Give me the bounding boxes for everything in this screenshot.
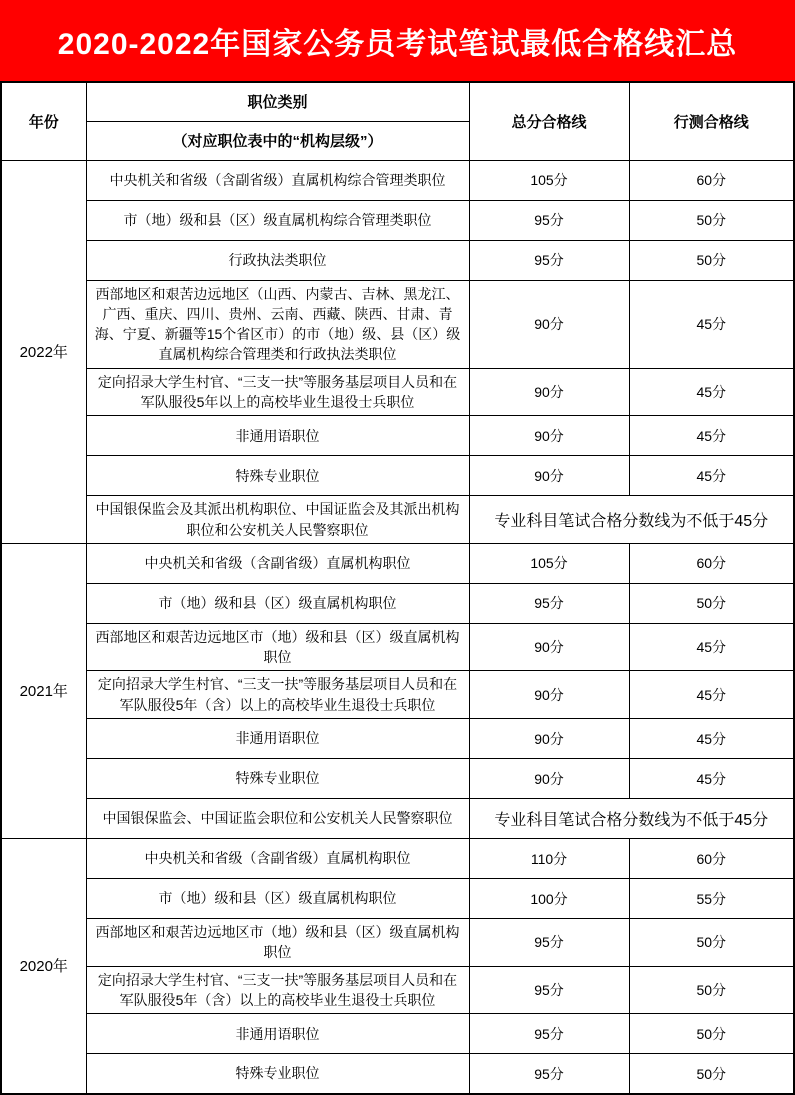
xingce-score-cell: 50分: [629, 583, 794, 623]
total-score-cell: 110分: [469, 839, 629, 879]
total-score-cell: 95分: [469, 1014, 629, 1054]
page-title: 2020-2022年国家公务员考试笔试最低合格线汇总: [57, 27, 738, 61]
total-score-cell: 95分: [469, 583, 629, 623]
total-score-cell: 105分: [469, 160, 629, 200]
position-cell: 市（地）级和县（区）级直属机构职位: [86, 583, 469, 623]
xingce-score-cell: 45分: [629, 416, 794, 456]
total-score-cell: 95分: [469, 1054, 629, 1094]
xingce-score-cell: 55分: [629, 879, 794, 919]
table-row: [1, 799, 794, 839]
position-cell: 中国银保监会及其派出机构职位、中国证监会及其派出机构职位和公安机关人民警察职位: [86, 496, 469, 544]
year-cell: 2022年: [1, 160, 86, 543]
table-row: [1, 583, 794, 623]
position-cell: 特殊专业职位: [86, 456, 469, 496]
year-cell: 2021年: [1, 543, 86, 838]
position-cell: 定向招录大学生村官、“三支一扶”等服务基层项目人员和在军队服役5年（含）以上的高校毕业生退役士兵职位: [86, 966, 469, 1014]
total-score-cell: 90分: [469, 671, 629, 719]
merged-score-note: 专业科目笔试合格分数线为不低于45分: [469, 799, 794, 839]
total-score-cell: 95分: [469, 919, 629, 967]
xingce-score-cell: 45分: [629, 623, 794, 671]
xingce-score-cell: 45分: [629, 280, 794, 368]
position-cell: 特殊专业职位: [86, 1054, 469, 1094]
header-total-score: 总分合格线: [469, 82, 629, 160]
table-row: [1, 623, 794, 671]
table-row: [1, 839, 794, 879]
total-score-cell: 90分: [469, 759, 629, 799]
xingce-score-cell: 45分: [629, 456, 794, 496]
position-cell: 西部地区和艰苦边远地区市（地）级和县（区）级直属机构职位: [86, 919, 469, 967]
xingce-score-cell: 50分: [629, 966, 794, 1014]
total-score-cell: 105分: [469, 543, 629, 583]
table-row: [1, 240, 794, 280]
position-cell: 非通用语职位: [86, 719, 469, 759]
score-table: [0, 81, 795, 1095]
header-year: 年份: [1, 82, 86, 160]
xingce-score-cell: 50分: [629, 1014, 794, 1054]
position-cell: 非通用语职位: [86, 1014, 469, 1054]
table-row: [1, 160, 794, 200]
position-cell: 中央机关和省级（含副省级）直属机构职位: [86, 839, 469, 879]
position-cell: 市（地）级和县（区）级直属机构综合管理类职位: [86, 200, 469, 240]
header-category-sub: （对应职位表中的“机构层级”）: [86, 121, 469, 160]
table-row: [1, 966, 794, 1014]
xingce-score-cell: 45分: [629, 719, 794, 759]
xingce-score-cell: 50分: [629, 240, 794, 280]
year-cell: 2020年: [1, 839, 86, 1094]
position-cell: 西部地区和艰苦边远地区市（地）级和县（区）级直属机构职位: [86, 623, 469, 671]
xingce-score-cell: 60分: [629, 160, 794, 200]
table-row: [1, 719, 794, 759]
table-row: [1, 879, 794, 919]
header-category: 职位类别: [86, 82, 469, 121]
header-row-1: [1, 82, 794, 121]
position-cell: 特殊专业职位: [86, 759, 469, 799]
title-banner: [0, 0, 795, 81]
total-score-cell: 95分: [469, 240, 629, 280]
position-cell: 非通用语职位: [86, 416, 469, 456]
table-row: [1, 416, 794, 456]
total-score-cell: 95分: [469, 966, 629, 1014]
xingce-score-cell: 50分: [629, 919, 794, 967]
xingce-score-cell: 45分: [629, 759, 794, 799]
position-cell: 中央机关和省级（含副省级）直属机构职位: [86, 543, 469, 583]
total-score-cell: 90分: [469, 416, 629, 456]
position-cell: 市（地）级和县（区）级直属机构职位: [86, 879, 469, 919]
table-row: [1, 1054, 794, 1094]
table-row: [1, 200, 794, 240]
position-cell: 中央机关和省级（含副省级）直属机构综合管理类职位: [86, 160, 469, 200]
total-score-cell: 90分: [469, 456, 629, 496]
position-cell: 行政执法类职位: [86, 240, 469, 280]
position-cell: 西部地区和艰苦边远地区（山西、内蒙古、吉林、黑龙江、广西、重庆、四川、贵州、云南、西藏、陕西、甘肃、青海、宁夏、新疆等15个省区市）的市（地）级、县（区）级直属机构综合管理类和行政执法类职位: [86, 280, 469, 368]
table-row: [1, 456, 794, 496]
table-row: [1, 919, 794, 967]
position-cell: 定向招录大学生村官、“三支一扶”等服务基层项目人员和在军队服役5年以上的高校毕业生退役士兵职位: [86, 368, 469, 416]
total-score-cell: 90分: [469, 623, 629, 671]
table-header: [1, 82, 794, 160]
total-score-cell: 100分: [469, 879, 629, 919]
xingce-score-cell: 60分: [629, 839, 794, 879]
total-score-cell: 90分: [469, 368, 629, 416]
table-row: [1, 280, 794, 368]
xingce-score-cell: 45分: [629, 671, 794, 719]
table-row: [1, 1014, 794, 1054]
total-score-cell: 90分: [469, 719, 629, 759]
table-row: [1, 671, 794, 719]
table-body: [1, 160, 794, 1094]
table-row: [1, 759, 794, 799]
header-xingce-score: 行测合格线: [629, 82, 794, 160]
table-row: [1, 368, 794, 416]
table-row: [1, 543, 794, 583]
position-cell: 中国银保监会、中国证监会职位和公安机关人民警察职位: [86, 799, 469, 839]
total-score-cell: 95分: [469, 200, 629, 240]
merged-score-note: 专业科目笔试合格分数线为不低于45分: [469, 496, 794, 544]
xingce-score-cell: 50分: [629, 1054, 794, 1094]
total-score-cell: 90分: [469, 280, 629, 368]
xingce-score-cell: 60分: [629, 543, 794, 583]
position-cell: 定向招录大学生村官、“三支一扶”等服务基层项目人员和在军队服役5年（含）以上的高校毕业生退役士兵职位: [86, 671, 469, 719]
xingce-score-cell: 45分: [629, 368, 794, 416]
table-row: [1, 496, 794, 544]
xingce-score-cell: 50分: [629, 200, 794, 240]
